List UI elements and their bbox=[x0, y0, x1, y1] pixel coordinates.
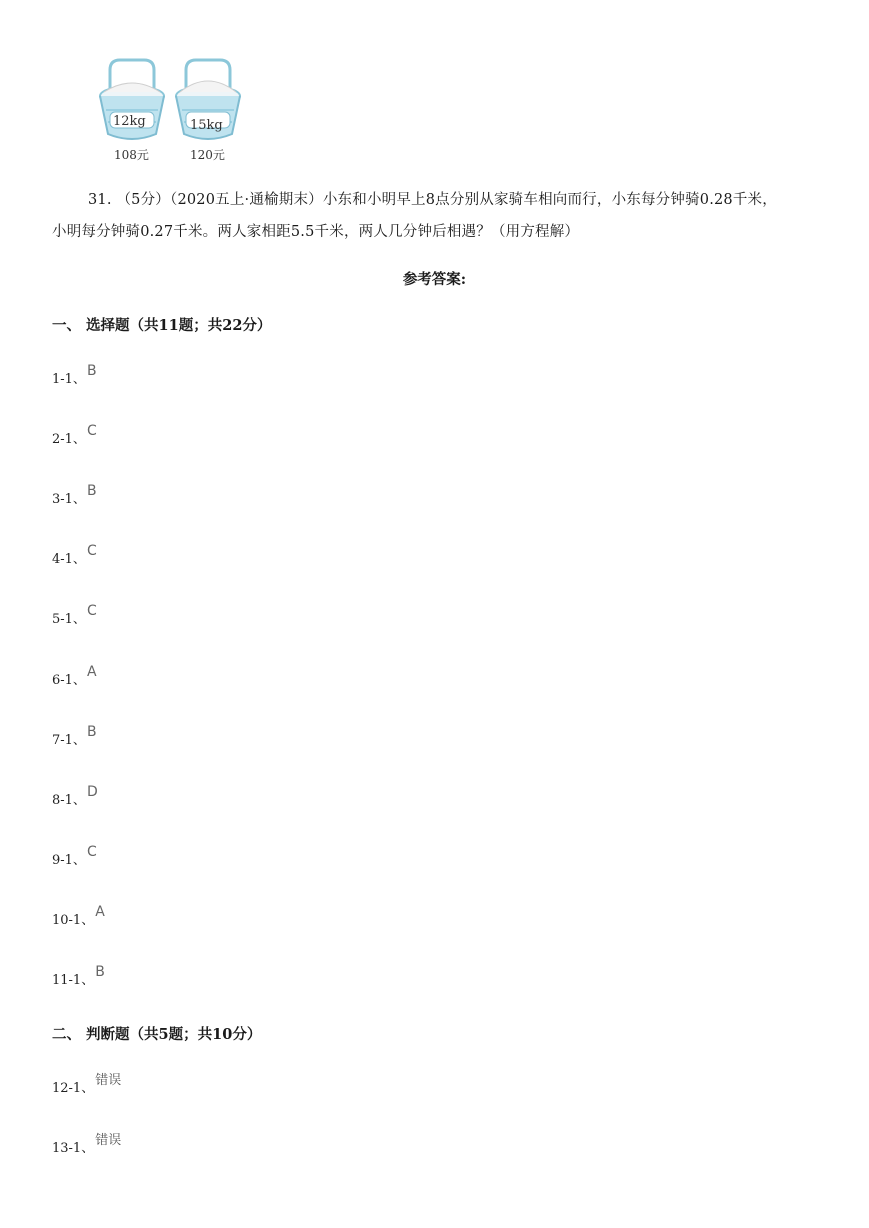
answer-number: 5-1、 bbox=[52, 612, 86, 627]
answer-number: 9-1、 bbox=[52, 853, 86, 868]
answer-row-5 bbox=[52, 603, 97, 630]
answer-row-10 bbox=[52, 904, 105, 931]
answer-value: B bbox=[86, 483, 97, 499]
answer-value: C bbox=[86, 844, 97, 860]
answer-value: A bbox=[95, 904, 105, 920]
answer-value: A bbox=[86, 664, 97, 680]
basket-weight-label: 12kg bbox=[113, 114, 146, 129]
answer-number: 4-1、 bbox=[52, 552, 86, 567]
answer-value: B bbox=[86, 363, 97, 379]
answer-row-2 bbox=[52, 423, 97, 450]
basket-12kg-image bbox=[96, 56, 168, 142]
answer-row-13 bbox=[52, 1133, 122, 1159]
basket-weight-label: 15kg bbox=[190, 118, 223, 133]
answer-value: C bbox=[86, 543, 97, 559]
answer-number: 7-1、 bbox=[52, 733, 86, 748]
answer-number: 10-1、 bbox=[52, 913, 95, 928]
answer-number: 8-1、 bbox=[52, 793, 86, 808]
question-31-line-1: 31. （5分）（2020五上·通榆期末）小东和小明早上8点分别从家骑车相向而行，小东每分钟骑0.28千米， bbox=[88, 192, 777, 208]
answer-number: 1-1、 bbox=[52, 372, 86, 387]
answer-key-title: 参考答案: bbox=[402, 271, 467, 288]
answer-value: B bbox=[95, 964, 105, 980]
answer-row-3 bbox=[52, 483, 97, 510]
answer-number: 11-1、 bbox=[52, 973, 95, 988]
answer-value: C bbox=[86, 603, 97, 619]
answer-row-12 bbox=[52, 1073, 122, 1099]
answer-row-9 bbox=[52, 844, 97, 871]
answer-row-1 bbox=[52, 363, 97, 390]
section-2-heading: 二、 判断题（共5题；共10分） bbox=[52, 1026, 262, 1043]
answer-value: D bbox=[86, 784, 98, 800]
answer-number: 6-1、 bbox=[52, 673, 86, 688]
answer-value: B bbox=[86, 724, 97, 740]
answer-number: 12-1、 bbox=[52, 1081, 95, 1096]
answer-row-7 bbox=[52, 724, 97, 751]
answer-value: C bbox=[86, 423, 97, 439]
basket-price-label: 108元 bbox=[114, 148, 149, 162]
answer-row-6 bbox=[52, 664, 97, 691]
section-1-heading: 一、 选择题（共11题；共22分） bbox=[52, 317, 272, 334]
answer-row-8 bbox=[52, 784, 98, 811]
answer-row-11 bbox=[52, 964, 105, 991]
question-31-line-2: 小明每分钟骑0.27千米。两人家相距5.5千米，两人几分钟后相遇？（用方程解） bbox=[52, 224, 580, 240]
answer-number: 13-1、 bbox=[52, 1141, 95, 1156]
answer-number: 2-1、 bbox=[52, 432, 86, 447]
answer-number: 3-1、 bbox=[52, 492, 86, 507]
answer-row-4 bbox=[52, 543, 97, 570]
answer-value: 错误 bbox=[95, 1133, 122, 1148]
answer-value: 错误 bbox=[95, 1073, 122, 1088]
basket-price-label: 120元 bbox=[190, 148, 225, 162]
